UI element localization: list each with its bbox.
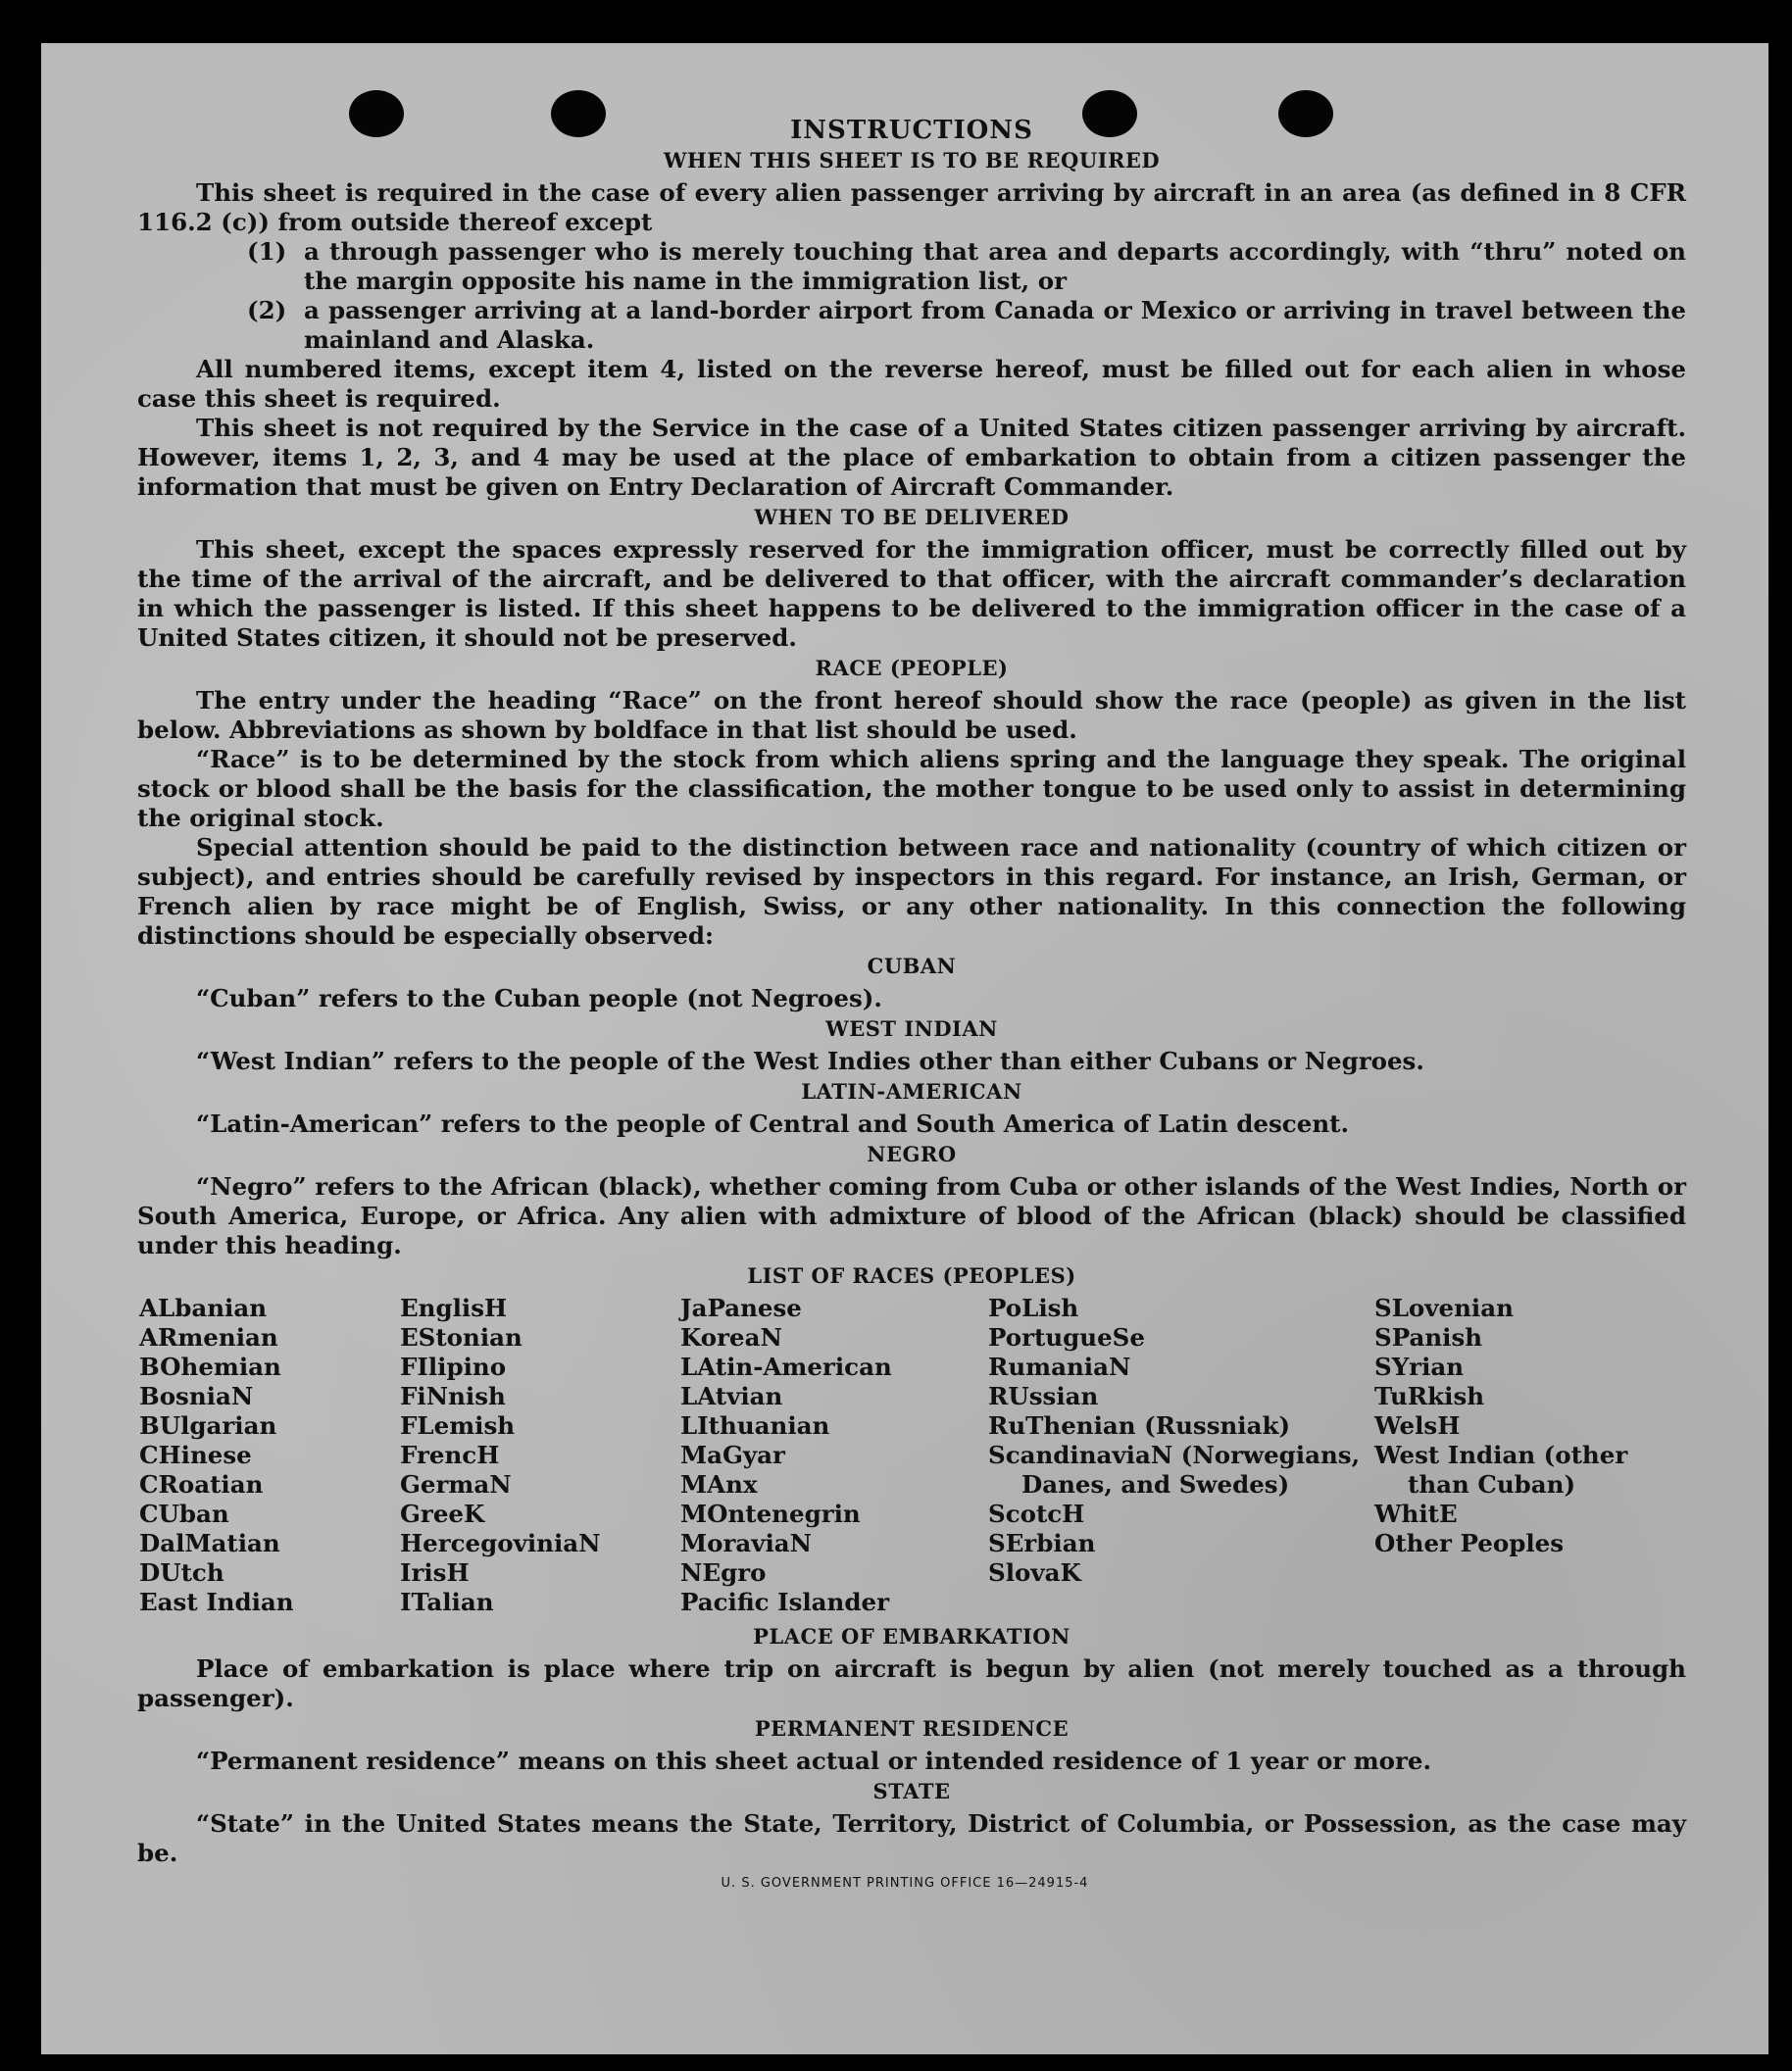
heading-cuban: CUBAN bbox=[867, 954, 957, 978]
document-sheet bbox=[41, 43, 1768, 2054]
race-entry: CHinese bbox=[139, 1441, 252, 1469]
race-entry: EStonian bbox=[400, 1323, 523, 1352]
heading-embarkation: PLACE OF EMBARKATION bbox=[753, 1624, 1070, 1649]
race-entry: FrencH bbox=[400, 1441, 500, 1469]
item-text: a through passenger who is merely touching that area and departs accordingly, with “thru” noted on the margin opposite his name in the immigration list, or bbox=[304, 237, 1686, 295]
heading-delivered: WHEN TO BE DELIVERED bbox=[754, 505, 1070, 529]
paragraph: This sheet is required in the case of every alien passenger arriving by aircraft in an area (as defined in 8 CFR 116.2 (c)) from outside thereof except bbox=[137, 178, 1686, 236]
race-entry: SLovenian bbox=[1374, 1294, 1514, 1322]
races-column bbox=[139, 1294, 400, 1617]
race-entry: RUssian bbox=[988, 1382, 1099, 1410]
paragraph: “Race” is to be determined by the stock from which aliens spring and the language they speak. The original stock or blood shall be the basis for the classification, the mother tongue to be used only to assist in determining the original stock. bbox=[137, 745, 1686, 832]
race-entry: IrisH bbox=[400, 1558, 470, 1587]
race-entry: EnglisH bbox=[400, 1294, 508, 1322]
heading-required: WHEN THIS SHEET IS TO BE REQUIRED bbox=[663, 148, 1161, 173]
race-entry: LAtvian bbox=[680, 1382, 783, 1410]
paragraph: Place of embarkation is place where trip on aircraft is begun by alien (not merely touched as a through passenger). bbox=[137, 1654, 1686, 1712]
race-entry: JaPanese bbox=[680, 1294, 802, 1322]
paragraph: All numbered items, except item 4, listed on the reverse hereof, must be filled out for each alien in whose case this sheet is required. bbox=[137, 355, 1686, 413]
race-entry: SYrian bbox=[1374, 1353, 1465, 1381]
instructions-content bbox=[137, 116, 1686, 1868]
race-entry: PortugueSe bbox=[988, 1323, 1145, 1352]
list-item bbox=[247, 237, 1686, 296]
race-entry: RumaniaN bbox=[988, 1353, 1131, 1381]
race-entry: ScandinaviaN (Norwegians, Danes, and Swedes) bbox=[988, 1441, 1361, 1499]
race-entry: FIlipino bbox=[400, 1353, 507, 1381]
race-entry: PoLish bbox=[988, 1294, 1079, 1322]
race-entry: BUlgarian bbox=[139, 1411, 277, 1440]
race-entry: DUtch bbox=[139, 1558, 224, 1587]
race-entry: HercegoviniaN bbox=[400, 1529, 601, 1557]
race-entry: TuRkish bbox=[1374, 1382, 1485, 1410]
heading-residence: PERMANENT RESIDENCE bbox=[754, 1716, 1070, 1741]
race-entry: Pacific Islander bbox=[680, 1588, 889, 1616]
heading-west-indian: WEST INDIAN bbox=[825, 1016, 998, 1041]
paragraph: “West Indian” refers to the people of the West Indies other than either Cubans or Negroes. bbox=[196, 1047, 1424, 1075]
race-entry: MaGyar bbox=[680, 1441, 785, 1469]
race-entry: FLemish bbox=[400, 1411, 516, 1440]
race-entry: LIthuanian bbox=[680, 1411, 830, 1440]
printing-office-footer: U. S. GOVERNMENT PRINTING OFFICE 16—24915-4 bbox=[721, 1876, 1089, 1891]
heading-list-of-races: LIST OF RACES (PEOPLES) bbox=[747, 1263, 1076, 1288]
race-entry: RuThenian (Russniak) bbox=[988, 1411, 1291, 1440]
race-entry: SlovaK bbox=[988, 1558, 1081, 1587]
race-entry: LAtin-American bbox=[680, 1353, 892, 1381]
item-number: (1) bbox=[247, 237, 287, 266]
race-entry: East Indian bbox=[139, 1588, 294, 1616]
race-entry: SPanish bbox=[1374, 1323, 1483, 1352]
race-entry: CRoatian bbox=[139, 1470, 264, 1499]
paragraph: “Cuban” refers to the Cuban people (not Negroes). bbox=[196, 984, 882, 1012]
paragraph: “Negro” refers to the African (black), whether coming from Cuba or other islands of the West Indies, North or South America, Europe, or Africa. Any alien with admixture of blood of the African (black) should be classified under this heading. bbox=[137, 1172, 1686, 1259]
heading-latin-american: LATIN-AMERICAN bbox=[801, 1079, 1022, 1104]
heading-race: RACE (PEOPLE) bbox=[815, 656, 1009, 680]
race-entry: MOntenegrin bbox=[680, 1500, 861, 1528]
race-entry: ScotcH bbox=[988, 1500, 1085, 1528]
item-text: a passenger arriving at a land-border airport from Canada or Mexico or arriving in travel between the mainland and Alaska. bbox=[304, 296, 1686, 354]
race-entry: ARmenian bbox=[139, 1323, 278, 1352]
race-entry: GermaN bbox=[400, 1470, 512, 1499]
list-item bbox=[247, 296, 1686, 355]
race-entry: WelsH bbox=[1374, 1411, 1461, 1440]
paragraph: The entry under the heading “Race” on the front hereof should show the race (people) as given in the list below. Abbreviations as shown by boldface in that list should be used. bbox=[137, 686, 1686, 744]
paragraph: This sheet is not required by the Service in the case of a United States citizen passenger arriving by aircraft. However, items 1, 2, 3, and 4 may be used at the place of embarkation to obtain from a citizen passenger the information that must be given on Entry Declaration of Aircraft Commander. bbox=[137, 414, 1686, 501]
paragraph: “State” in the United States means the State, Territory, District of Columbia, or Possession, as the case may be. bbox=[137, 1809, 1686, 1867]
races-column bbox=[680, 1294, 988, 1617]
race-entry: MAnx bbox=[680, 1470, 758, 1499]
race-entry: GreeK bbox=[400, 1500, 485, 1528]
races-column bbox=[988, 1294, 1374, 1617]
races-column bbox=[1374, 1294, 1668, 1617]
race-entry: CUban bbox=[139, 1500, 229, 1528]
race-entry: ALbanian bbox=[139, 1294, 268, 1322]
race-entry: Other Peoples bbox=[1374, 1529, 1565, 1557]
race-entry: West Indian (other than Cuban) bbox=[1374, 1441, 1628, 1499]
race-entry: BOhemian bbox=[139, 1353, 281, 1381]
race-entry: SErbian bbox=[988, 1529, 1096, 1557]
race-entry: BosniaN bbox=[139, 1382, 254, 1410]
page-title: INSTRUCTIONS bbox=[790, 116, 1033, 145]
race-entry: FiNnish bbox=[400, 1382, 506, 1410]
race-entry: NEgro bbox=[680, 1558, 767, 1587]
paragraph: This sheet, except the spaces expressly reserved for the immigration officer, must be correctly filled out by the time of the arrival of the aircraft, and be delivered to that officer, with the aircraft commander’s declaration in which the passenger is listed. If this sheet happens to be delivered to the immigration officer in the case of a United States citizen, it should not be preserved. bbox=[137, 535, 1686, 652]
paragraph: Special attention should be paid to the distinction between race and nationality (country of which citizen or subject), and entries should be carefully revised by inspectors in this regard. For instance, an Irish, German, or French alien by race might be of English, Swiss, or any other nationality. In this connection the following distinctions should be especially observed: bbox=[137, 833, 1686, 950]
races-column bbox=[400, 1294, 680, 1617]
item-number: (2) bbox=[247, 296, 287, 324]
races-list bbox=[139, 1294, 1686, 1617]
paragraph: “Latin-American” refers to the people of Central and South America of Latin descent. bbox=[196, 1109, 1349, 1138]
race-entry: MoraviaN bbox=[680, 1529, 813, 1557]
paragraph: “Permanent residence” means on this sheet actual or intended residence of 1 year or more. bbox=[196, 1747, 1432, 1775]
heading-negro: NEGRO bbox=[867, 1142, 957, 1166]
race-entry: WhitE bbox=[1374, 1500, 1458, 1528]
heading-state: STATE bbox=[872, 1779, 951, 1803]
race-entry: KoreaN bbox=[680, 1323, 782, 1352]
race-entry: ITalian bbox=[400, 1588, 494, 1616]
race-entry: DalMatian bbox=[139, 1529, 280, 1557]
